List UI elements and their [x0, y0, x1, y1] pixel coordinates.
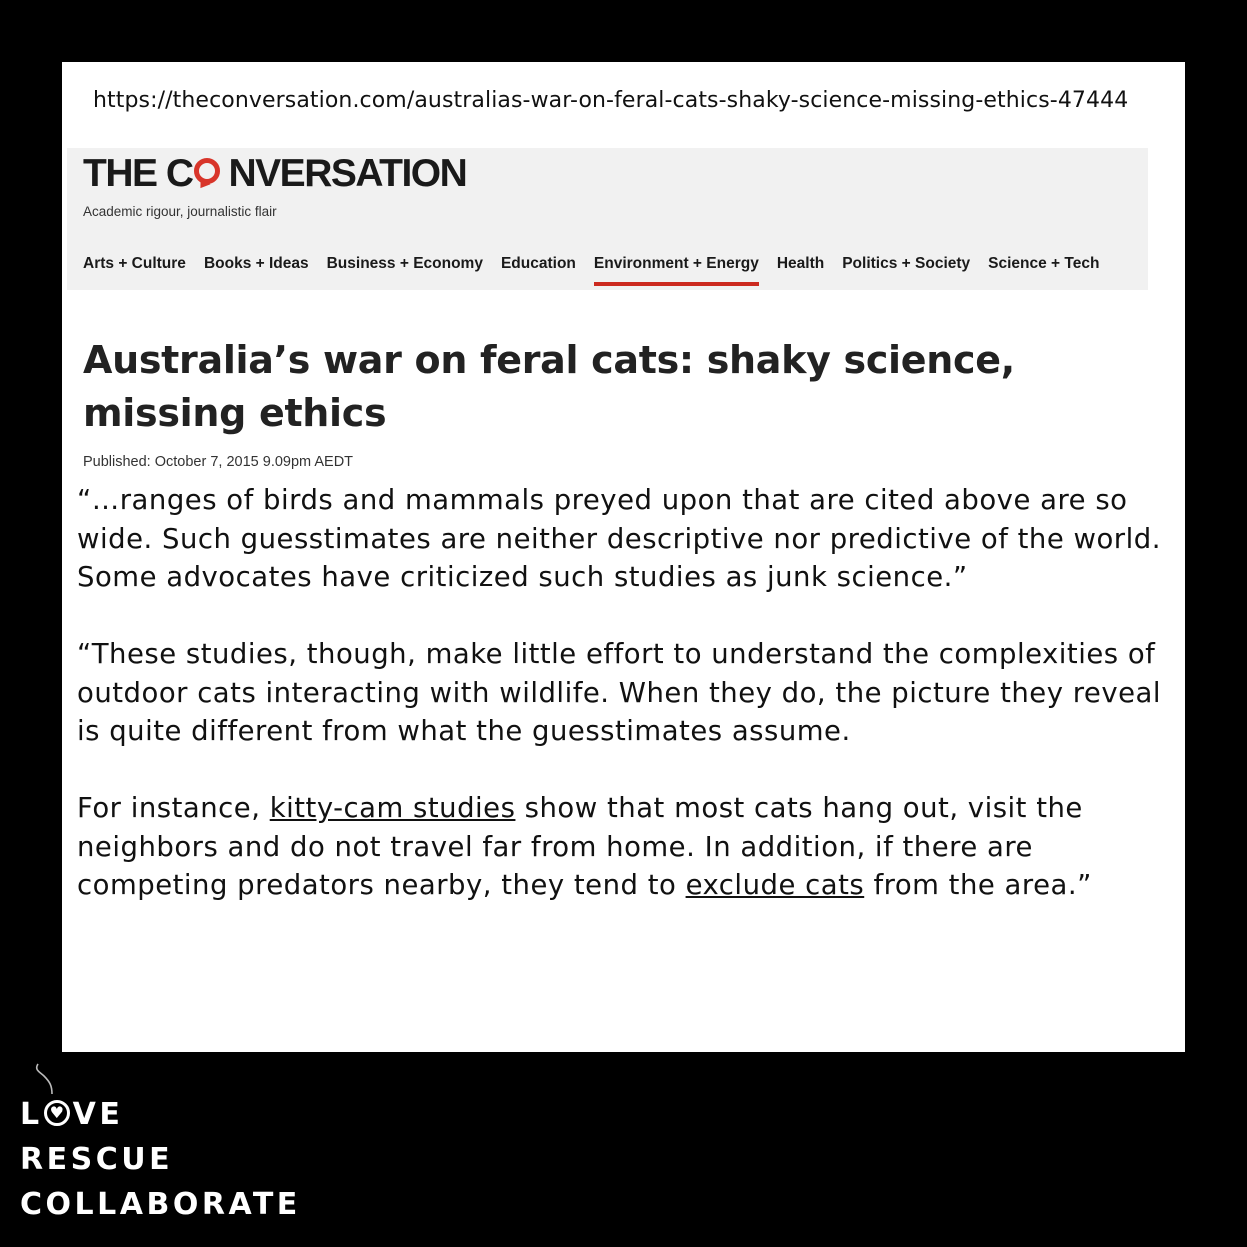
brand-line-love — [20, 1092, 301, 1137]
nav-item-health[interactable]: Health — [776, 255, 825, 272]
quote-text: show that most cats hang out, visit the neighbors and do not travel far from home. In addition, if there are competing predators nearby, they tend to — [77, 792, 1083, 901]
nav-item-science-tech[interactable]: Science + Tech — [988, 255, 1100, 272]
quote-card — [62, 62, 1185, 1052]
quote-paragraph-1: “…ranges of birds and mammals preyed upon that are cited above are so wide. Such guesstimates are neither descriptive nor predictive of the world. Some advocates have criticized such studies as junk science.” — [77, 484, 1161, 593]
logo-text-part1: THE C — [83, 152, 193, 195]
source-url[interactable]: https://theconversation.com/australias-war-on-feral-cats-shaky-science-missing-ethics-47444 — [93, 88, 1129, 113]
quote-paragraph-3 — [77, 789, 1177, 905]
quote-text: from the area.” — [864, 869, 1092, 901]
brand-mark — [20, 1092, 301, 1227]
quote-paragraph-2: “These studies, though, make little effort to understand the complexities of outdoor cats interacting with wildlife. When they do, the picture they reveal is quite different from what the guesstimates assume. — [77, 638, 1162, 747]
brand-line-collaborate: COLLABORATE — [20, 1187, 301, 1222]
nav-item-books-ideas[interactable]: Books + Ideas — [203, 255, 309, 272]
site-logo — [83, 152, 466, 196]
nav-item-education[interactable]: Education — [500, 255, 576, 272]
kitty-cam-studies-link[interactable]: kitty-cam studies — [269, 792, 516, 824]
article-headline: Australia’s war on feral cats: shaky science, missing ethics — [83, 338, 1015, 435]
brand-letter: L — [20, 1097, 43, 1132]
brand-line-rescue: RESCUE — [20, 1142, 174, 1177]
quote-text: For instance, — [77, 792, 270, 824]
speech-bubble-o-icon — [194, 158, 228, 188]
section-nav — [83, 255, 1117, 273]
tag-string-icon — [34, 1062, 58, 1096]
brand-letters: VE — [72, 1097, 124, 1132]
heart-o-icon: ♥ — [44, 1100, 70, 1126]
nav-item-environment-energy[interactable]: Environment + Energy — [593, 255, 759, 272]
exclude-cats-link[interactable]: exclude cats — [685, 869, 865, 901]
published-date: Published: October 7, 2015 9.09pm AEDT — [83, 454, 354, 470]
quote-body — [77, 481, 1177, 943]
nav-item-business-economy[interactable]: Business + Economy — [326, 255, 483, 272]
nav-item-politics-society[interactable]: Politics + Society — [842, 255, 971, 272]
nav-item-arts-culture[interactable]: Arts + Culture — [83, 255, 186, 272]
logo-text-part2: NVERSATION — [228, 152, 467, 195]
site-tagline: Academic rigour, journalistic flair — [83, 204, 277, 219]
site-header-screenshot — [67, 148, 1148, 290]
